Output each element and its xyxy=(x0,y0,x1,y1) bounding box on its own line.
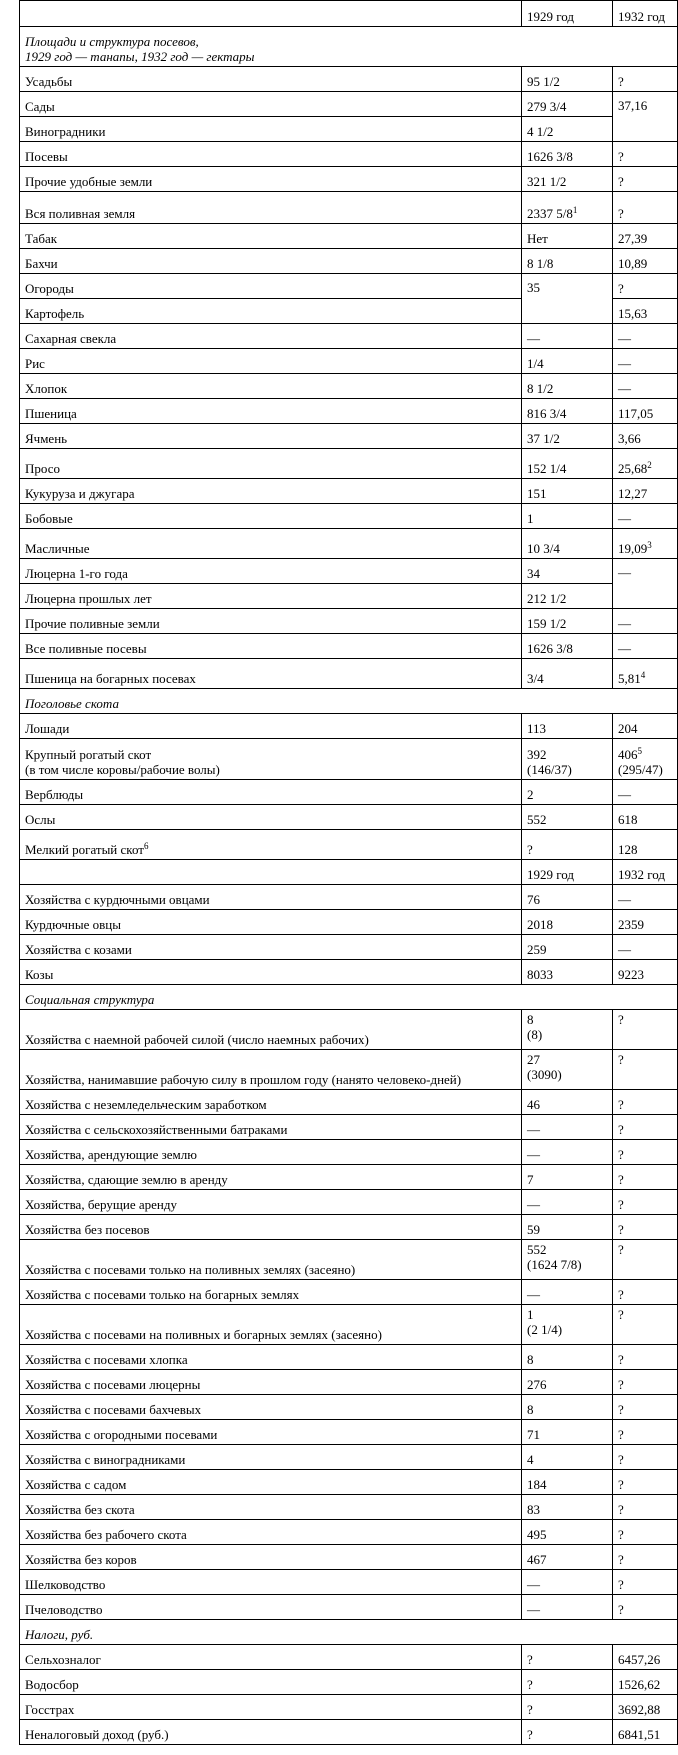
table-row xyxy=(20,142,678,167)
table-row xyxy=(20,1420,678,1445)
value-1929: Нет xyxy=(522,224,613,249)
row-label: Масличные xyxy=(20,529,522,559)
footnote-mark: 1 xyxy=(572,205,578,215)
table-row xyxy=(20,324,678,349)
row-label: Сельхозналог xyxy=(20,1645,522,1670)
row-label: Хозяйства с наемной рабочей силой (число наемных рабочих) xyxy=(20,1010,522,1050)
value-1929 xyxy=(522,1305,613,1345)
row-label: Огороды xyxy=(20,274,522,299)
data-table xyxy=(19,0,678,1745)
table-row xyxy=(20,1240,678,1280)
value-1932: — xyxy=(613,559,678,609)
table-row xyxy=(20,399,678,424)
value-1932: 9223 xyxy=(613,960,678,985)
value-1929: 71 xyxy=(522,1420,613,1445)
value-1929: — xyxy=(522,1570,613,1595)
value-text: 1 xyxy=(527,1307,534,1322)
value-1929: 279 3/4 xyxy=(522,92,613,117)
table-row xyxy=(20,714,678,739)
table-row xyxy=(20,1570,678,1595)
value-1929: 35 xyxy=(522,274,613,324)
value-1929: 2 xyxy=(522,780,613,805)
row-label xyxy=(20,830,522,860)
value-1932: ? xyxy=(613,1395,678,1420)
row-label: Бахчи xyxy=(20,249,522,274)
value-text: 27 xyxy=(527,1052,540,1067)
value-1929: ? xyxy=(522,1645,613,1670)
table-row xyxy=(20,1165,678,1190)
table-row xyxy=(20,1395,678,1420)
table-row xyxy=(20,1695,678,1720)
row-label: Курдючные овцы xyxy=(20,910,522,935)
value-1929: 83 xyxy=(522,1495,613,1520)
value-1932: 10,89 xyxy=(613,249,678,274)
header-row xyxy=(20,1,678,27)
row-label: Прочие поливные земли xyxy=(20,609,522,634)
footnote-mark: 2 xyxy=(647,460,652,470)
value-1929: 2018 xyxy=(522,910,613,935)
value-1929: — xyxy=(522,1115,613,1140)
value-1929: 4 1/2 xyxy=(522,117,613,142)
row-label: Хозяйства с посевами только на богарных землях xyxy=(20,1280,522,1305)
header-1929: 1929 год xyxy=(522,1,613,27)
row-label-line1: Крупный рогатый скот xyxy=(25,747,152,762)
value-text: 406 xyxy=(618,747,638,762)
label-text: Мелкий рогатый скот xyxy=(25,842,144,857)
value-1932: — xyxy=(613,780,678,805)
value-1929: 259 xyxy=(522,935,613,960)
value-1929: 152 1/4 xyxy=(522,449,613,479)
row-label-line2: (в том числе коровы/рабочие волы) xyxy=(25,762,220,777)
value-1929: 4 xyxy=(522,1445,613,1470)
value-1932: 128 xyxy=(613,830,678,860)
table-row xyxy=(20,1090,678,1115)
value-1932: ? xyxy=(613,192,678,224)
row-label: Ослы xyxy=(20,805,522,830)
value-text-sub: (3090) xyxy=(527,1067,562,1082)
row-label: Хозяйства с садом xyxy=(20,1470,522,1495)
table-row xyxy=(20,167,678,192)
value-1932: — xyxy=(613,935,678,960)
table-row xyxy=(20,117,678,142)
value-1932: — xyxy=(613,885,678,910)
section-areas-title xyxy=(20,27,678,67)
row-label: Неналоговый доход (руб.) xyxy=(20,1720,522,1745)
row-label: Пшеница на богарных посевах xyxy=(20,659,522,689)
table-row xyxy=(20,424,678,449)
row-label: Козы xyxy=(20,960,522,985)
row-label: Хозяйства без посевов xyxy=(20,1215,522,1240)
row-label: Просо xyxy=(20,449,522,479)
row-label: Вся поливная земля xyxy=(20,192,522,224)
value-1929: 159 1/2 xyxy=(522,609,613,634)
header-1932: 1932 год xyxy=(613,1,678,27)
subheader-row xyxy=(20,860,678,885)
table-row xyxy=(20,192,678,224)
value-1932: ? xyxy=(613,1140,678,1165)
row-label: Посевы xyxy=(20,142,522,167)
table-row xyxy=(20,1370,678,1395)
value-1929: 8 1/2 xyxy=(522,374,613,399)
row-label: Хозяйства с виноградниками xyxy=(20,1445,522,1470)
footnote-mark: 3 xyxy=(647,540,652,550)
value-1932: — xyxy=(613,609,678,634)
table-row xyxy=(20,1595,678,1620)
value-1929: 495 xyxy=(522,1520,613,1545)
value-1929: 8033 xyxy=(522,960,613,985)
row-label: Хозяйства без рабочего скота xyxy=(20,1520,522,1545)
table-row xyxy=(20,67,678,92)
value-1932: 6841,51 xyxy=(613,1720,678,1745)
table-row xyxy=(20,449,678,479)
value-1932: 27,39 xyxy=(613,224,678,249)
row-label: Хозяйства с посевами только на поливных землях (засеяно) xyxy=(20,1240,522,1280)
table-row xyxy=(20,1115,678,1140)
subheader-1932: 1932 год xyxy=(613,860,678,885)
value-1932: ? xyxy=(613,167,678,192)
value-1932: 12,27 xyxy=(613,479,678,504)
value-1932 xyxy=(613,529,678,559)
section-areas xyxy=(20,27,678,67)
value-text: 5,81 xyxy=(618,671,641,686)
row-label: Виноградники xyxy=(20,117,522,142)
value-1932: ? xyxy=(613,1570,678,1595)
table-row xyxy=(20,1050,678,1090)
row-label: Рис xyxy=(20,349,522,374)
table-row xyxy=(20,1445,678,1470)
row-label: Пчеловодство xyxy=(20,1595,522,1620)
value-1929 xyxy=(522,192,613,224)
value-1929: 8 xyxy=(522,1345,613,1370)
row-label: Хозяйства без коров xyxy=(20,1545,522,1570)
row-label: Хозяйства без скота xyxy=(20,1495,522,1520)
table-row xyxy=(20,1215,678,1240)
value-1929: 7 xyxy=(522,1165,613,1190)
row-label: Хозяйства, берущие аренду xyxy=(20,1190,522,1215)
footnote-mark: 4 xyxy=(640,670,646,680)
row-label: Хозяйства с козами xyxy=(20,935,522,960)
value-1929: 1626 3/8 xyxy=(522,634,613,659)
value-text-sub: (295/47) xyxy=(618,762,663,777)
value-1929: 552 xyxy=(522,805,613,830)
table-row xyxy=(20,935,678,960)
value-1929: 59 xyxy=(522,1215,613,1240)
value-1929: 212 1/2 xyxy=(522,584,613,609)
value-1929: — xyxy=(522,1280,613,1305)
section-social-title: Социальная структура xyxy=(20,985,678,1010)
value-1932: ? xyxy=(613,1345,678,1370)
table-row xyxy=(20,1495,678,1520)
row-label: Хозяйства с огородными посевами xyxy=(20,1420,522,1445)
value-text-sub: (146/37) xyxy=(527,762,572,777)
row-label: Хозяйства с сельскохозяйственными батраками xyxy=(20,1115,522,1140)
value-1929: 1/4 xyxy=(522,349,613,374)
table-row xyxy=(20,1670,678,1695)
value-text-sub: (8) xyxy=(527,1027,543,1042)
table-row xyxy=(20,739,678,780)
value-1929: 37 1/2 xyxy=(522,424,613,449)
value-1929: 1 xyxy=(522,504,613,529)
table-row xyxy=(20,1545,678,1570)
footnote-mark: 6 xyxy=(143,841,149,851)
value-1932: ? xyxy=(613,1010,678,1050)
value-1929: — xyxy=(522,324,613,349)
table-row xyxy=(20,659,678,689)
value-1932: 37,16 xyxy=(613,92,678,142)
row-label: Все поливные посевы xyxy=(20,634,522,659)
row-label: Верблюды xyxy=(20,780,522,805)
table-row xyxy=(20,1645,678,1670)
value-1932: ? xyxy=(613,1420,678,1445)
section-taxes-title: Налоги, руб. xyxy=(20,1620,678,1645)
value-1929: 3/4 xyxy=(522,659,613,689)
table-row xyxy=(20,885,678,910)
value-text: 25,68 xyxy=(618,461,648,476)
table-row xyxy=(20,780,678,805)
row-label xyxy=(20,739,522,780)
value-text: 19,09 xyxy=(618,541,648,556)
table-row xyxy=(20,1520,678,1545)
row-label: Люцерна прошлых лет xyxy=(20,584,522,609)
row-label: Хозяйства с посевами бахчевых xyxy=(20,1395,522,1420)
row-label: Сады xyxy=(20,92,522,117)
value-1929: — xyxy=(522,1595,613,1620)
value-1932: — xyxy=(613,504,678,529)
subheader-1929: 1929 год xyxy=(522,860,613,885)
value-1932: 15,63 xyxy=(613,299,678,324)
table-row xyxy=(20,634,678,659)
table-row xyxy=(20,830,678,860)
footnote-mark: 5 xyxy=(637,746,642,756)
value-1929: 34 xyxy=(522,559,613,584)
table-row xyxy=(20,479,678,504)
section-areas-line2: 1929 год — танапы, 1932 год — гектары xyxy=(25,49,255,64)
value-1932: 3,66 xyxy=(613,424,678,449)
value-1929: 8 1/8 xyxy=(522,249,613,274)
value-1932: 3692,88 xyxy=(613,1695,678,1720)
value-1929: 151 xyxy=(522,479,613,504)
row-label: Хозяйства, арендующие землю xyxy=(20,1140,522,1165)
section-areas-line1: Площади и структура посевов, xyxy=(25,34,199,49)
value-1932: ? xyxy=(613,1165,678,1190)
table-row xyxy=(20,805,678,830)
row-label: Усадьбы xyxy=(20,67,522,92)
row-label: Хлопок xyxy=(20,374,522,399)
value-text: 8 xyxy=(527,1012,534,1027)
header-empty-cell xyxy=(20,1,522,27)
row-label: Бобовые xyxy=(20,504,522,529)
table-row xyxy=(20,1470,678,1495)
value-text-sub: (2 1/4) xyxy=(527,1322,563,1337)
table-row xyxy=(20,374,678,399)
value-text: 2337 5/8 xyxy=(527,206,573,221)
value-1929: — xyxy=(522,1140,613,1165)
value-1929: 321 1/2 xyxy=(522,167,613,192)
table-row xyxy=(20,584,678,609)
table-row xyxy=(20,224,678,249)
table-row xyxy=(20,1280,678,1305)
value-1932: ? xyxy=(613,274,678,299)
value-1929: 10 3/4 xyxy=(522,529,613,559)
value-1929: 8 xyxy=(522,1395,613,1420)
table-row xyxy=(20,1720,678,1745)
table-row xyxy=(20,1190,678,1215)
value-1932: ? xyxy=(613,1115,678,1140)
value-1929: — xyxy=(522,1190,613,1215)
value-1932: 204 xyxy=(613,714,678,739)
value-1932: ? xyxy=(613,1305,678,1345)
row-label: Кукуруза и джугара xyxy=(20,479,522,504)
table-row xyxy=(20,1305,678,1345)
section-taxes xyxy=(20,1620,678,1645)
row-label: Люцерна 1-го года xyxy=(20,559,522,584)
value-1929: 76 xyxy=(522,885,613,910)
value-1932: — xyxy=(613,634,678,659)
table-row xyxy=(20,274,678,299)
value-1929: 816 3/4 xyxy=(522,399,613,424)
row-label: Госстрах xyxy=(20,1695,522,1720)
table-row xyxy=(20,910,678,935)
value-1932: — xyxy=(613,349,678,374)
value-1932: 2359 xyxy=(613,910,678,935)
row-label: Сахарная свекла xyxy=(20,324,522,349)
row-label: Пшеница xyxy=(20,399,522,424)
value-text: 552 xyxy=(527,1242,547,1257)
table-row xyxy=(20,504,678,529)
row-label: Хозяйства, сдающие землю в аренду xyxy=(20,1165,522,1190)
value-1929: ? xyxy=(522,830,613,860)
value-1932 xyxy=(613,449,678,479)
row-label: Хозяйства с посевами на поливных и богарных землях (засеяно) xyxy=(20,1305,522,1345)
value-text: 392 xyxy=(527,747,547,762)
row-label: Хозяйства, нанимавшие рабочую силу в прошлом году (нанято человеко-дней) xyxy=(20,1050,522,1090)
section-social xyxy=(20,985,678,1010)
value-1932 xyxy=(613,739,678,780)
value-1929: ? xyxy=(522,1695,613,1720)
value-1929 xyxy=(522,1050,613,1090)
subheader-empty-cell xyxy=(20,860,522,885)
value-1932: ? xyxy=(613,142,678,167)
value-1932: ? xyxy=(613,1370,678,1395)
value-1929 xyxy=(522,739,613,780)
value-1929: 184 xyxy=(522,1470,613,1495)
value-1932: ? xyxy=(613,1470,678,1495)
row-label: Водосбор xyxy=(20,1670,522,1695)
value-1929 xyxy=(522,1240,613,1280)
row-label: Лошади xyxy=(20,714,522,739)
value-1932: 1526,62 xyxy=(613,1670,678,1695)
value-1932: — xyxy=(613,324,678,349)
value-1932: 6457,26 xyxy=(613,1645,678,1670)
value-1932 xyxy=(613,659,678,689)
value-1929: ? xyxy=(522,1720,613,1745)
table-row xyxy=(20,1010,678,1050)
row-label: Шелководство xyxy=(20,1570,522,1595)
table-row xyxy=(20,559,678,584)
value-1932: ? xyxy=(613,1090,678,1115)
row-label: Картофель xyxy=(20,299,522,324)
value-1929: 467 xyxy=(522,1545,613,1570)
table-row xyxy=(20,609,678,634)
table-row xyxy=(20,960,678,985)
table-row xyxy=(20,1140,678,1165)
row-label: Табак xyxy=(20,224,522,249)
value-1929: 113 xyxy=(522,714,613,739)
row-label: Хозяйства с неземледельческим заработком xyxy=(20,1090,522,1115)
table-row xyxy=(20,92,678,117)
value-1932: — xyxy=(613,374,678,399)
value-1932: ? xyxy=(613,1595,678,1620)
value-1929: 1626 3/8 xyxy=(522,142,613,167)
row-label: Хозяйства с посевами люцерны xyxy=(20,1370,522,1395)
row-label: Хозяйства с курдючными овцами xyxy=(20,885,522,910)
value-1929: ? xyxy=(522,1670,613,1695)
value-1929: 46 xyxy=(522,1090,613,1115)
table-row xyxy=(20,249,678,274)
row-label: Прочие удобные земли xyxy=(20,167,522,192)
value-1932: 117,05 xyxy=(613,399,678,424)
value-1932: ? xyxy=(613,1215,678,1240)
value-1932: ? xyxy=(613,1280,678,1305)
value-1932: ? xyxy=(613,67,678,92)
value-1932: ? xyxy=(613,1190,678,1215)
value-1929: 95 1/2 xyxy=(522,67,613,92)
value-1932: ? xyxy=(613,1445,678,1470)
value-1932: ? xyxy=(613,1240,678,1280)
value-text-sub: (1624 7/8) xyxy=(527,1257,582,1272)
value-1932: ? xyxy=(613,1495,678,1520)
value-1929: 276 xyxy=(522,1370,613,1395)
row-label: Ячмень xyxy=(20,424,522,449)
value-1932: ? xyxy=(613,1050,678,1090)
row-label: Хозяйства с посевами хлопка xyxy=(20,1345,522,1370)
section-livestock xyxy=(20,689,678,714)
table-row xyxy=(20,1345,678,1370)
section-livestock-title: Поголовье скота xyxy=(20,689,678,714)
value-1929 xyxy=(522,1010,613,1050)
value-1932: 618 xyxy=(613,805,678,830)
value-1932: ? xyxy=(613,1520,678,1545)
table-row xyxy=(20,529,678,559)
value-1932: ? xyxy=(613,1545,678,1570)
table-row xyxy=(20,349,678,374)
